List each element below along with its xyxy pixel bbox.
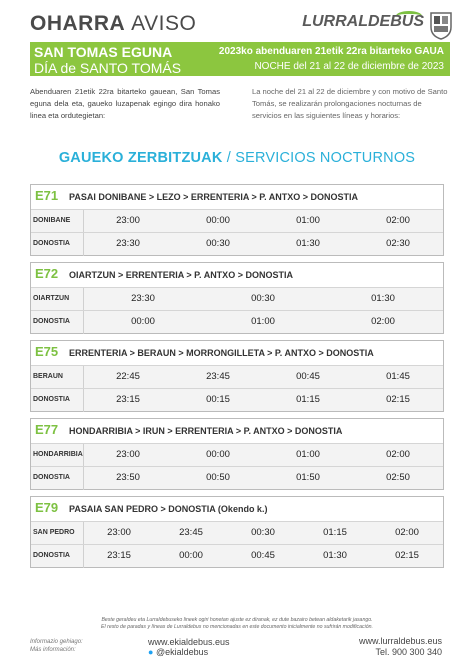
banner-title-eu: SAN TOMAS EGUNA <box>34 44 173 60</box>
column-divider <box>83 522 84 545</box>
departure-time: 01:30 <box>371 293 395 304</box>
departure-time: 23:45 <box>206 371 230 382</box>
banner-date-es: NOCHE del 21 al 22 de diciembre de 2023 <box>254 61 444 72</box>
route-path: PASAI DONIBANE > LEZO > ERRENTERIA > P. ANTXO > DONOSTIA <box>69 192 359 202</box>
footer-info-eu: Informazio gehiago: <box>30 639 83 645</box>
intro-text-es: La noche del 21 al 22 de diciembre y con motivo de Santo Tomás, se realizarán prolongaciones nocturnas de servicios en las siguientes líneas y horarios: <box>252 87 448 120</box>
departure-time: 22:45 <box>116 371 140 382</box>
departure-time: 02:50 <box>386 472 410 483</box>
header <box>30 8 450 40</box>
departure-time: 01:30 <box>323 550 347 561</box>
section-title-separator: / <box>222 150 236 166</box>
route-path: HONDARRIBIA > IRUN > ERRENTERIA > P. ANTXO > DONOSTIA <box>69 426 343 436</box>
notice-title-eu: OHARRA <box>30 12 126 35</box>
column-divider <box>83 467 84 490</box>
departure-time: 02:15 <box>395 550 419 561</box>
notice-title <box>30 12 196 36</box>
departure-time: 23:00 <box>116 215 140 226</box>
departure-time: 01:00 <box>251 316 275 327</box>
departure-time: 23:45 <box>179 527 203 538</box>
footer-twitter[interactable] <box>148 647 208 657</box>
departure-time: 00:30 <box>251 293 275 304</box>
footer-contact <box>359 636 442 658</box>
notice-title-es: AVISO <box>131 12 197 35</box>
stop-name: DONOSTIA <box>33 396 70 403</box>
footer-info-es: Más información: <box>30 647 76 653</box>
stop-name: HONDARRIBIA <box>33 451 83 458</box>
departure-time: 01:15 <box>323 527 347 538</box>
departure-time: 00:15 <box>206 394 230 405</box>
stop-name: DONIBANE <box>33 217 71 224</box>
footer-web-right-link[interactable]: www.lurraldebus.eus <box>358 636 442 646</box>
departure-time: 00:00 <box>131 316 155 327</box>
footer-info-label <box>30 638 83 654</box>
route-path: ERRENTERIA > BERAUN > MORRONGILLETA > P. ANTXO > DONOSTIA <box>69 348 374 358</box>
title-banner <box>30 42 450 76</box>
stop-name: OIARTZUN <box>33 295 70 302</box>
departure-time: 01:30 <box>296 238 320 249</box>
table-row <box>31 443 443 466</box>
route-header <box>31 185 443 209</box>
departure-time: 00:00 <box>179 550 203 561</box>
stop-name: DONOSTIA <box>33 240 70 247</box>
route-header <box>31 341 443 365</box>
departure-time: 00:30 <box>206 238 230 249</box>
route-code: E71 <box>35 188 59 203</box>
banner-title-es: DÍA de SANTO TOMÁS <box>34 60 182 76</box>
table-row <box>31 521 443 544</box>
section-title <box>0 150 474 166</box>
table-row <box>31 544 443 567</box>
departure-time: 23:15 <box>107 550 131 561</box>
footer-note <box>30 617 444 631</box>
stop-name: SAN PEDRO <box>33 529 75 536</box>
banner-date-eu: 2023ko abenduaren 21etik 22ra bitarteko GAUA <box>218 46 444 57</box>
route-code: E77 <box>35 422 59 437</box>
footer-web-link[interactable]: www.ekialdebus.eus <box>148 637 230 647</box>
departure-time: 23:00 <box>107 527 131 538</box>
departure-time: 01:00 <box>296 215 320 226</box>
route-header <box>31 497 443 521</box>
departure-time: 02:15 <box>386 394 410 405</box>
route-table-e77 <box>30 418 444 490</box>
footer-twitter-handle[interactable]: @ekialdebus <box>155 647 209 657</box>
departure-time: 00:30 <box>251 527 275 538</box>
column-divider <box>83 311 84 334</box>
departure-time: 23:15 <box>116 394 140 405</box>
intro-text-eu: Abenduaren 21etik 22ra bitarteko gauean, San Tomas eguna dela eta, gaueko luzapenak egingo dira honako linea eta ordutegietan: <box>30 87 220 120</box>
departure-time: 01:00 <box>296 449 320 460</box>
footer-note-es: El resto de paradas y líneas de Lurraldebus no mencionadas en este documento inicialmente no sufrirán modificación. <box>101 624 373 630</box>
departure-time: 02:00 <box>395 527 419 538</box>
departure-time: 23:30 <box>116 238 140 249</box>
route-code: E72 <box>35 266 59 281</box>
table-row <box>31 287 443 310</box>
route-code: E79 <box>35 500 59 515</box>
table-row <box>31 466 443 489</box>
departure-time: 00:50 <box>206 472 230 483</box>
departure-time: 23:00 <box>116 449 140 460</box>
departure-time: 02:00 <box>386 215 410 226</box>
column-divider <box>83 288 84 311</box>
stop-name: DONOSTIA <box>33 552 70 559</box>
table-row <box>31 209 443 232</box>
stop-name: DONOSTIA <box>33 318 70 325</box>
stop-name: BERAUN <box>33 373 63 380</box>
route-header <box>31 263 443 287</box>
logo-text: LURRALDEBUS <box>302 13 424 30</box>
table-row <box>31 388 443 411</box>
departure-time: 00:45 <box>251 550 275 561</box>
route-table-e72 <box>30 262 444 334</box>
table-row <box>31 310 443 333</box>
route-table-e71 <box>30 184 444 256</box>
departure-time: 01:45 <box>386 371 410 382</box>
table-row <box>31 365 443 388</box>
column-divider <box>83 545 84 568</box>
footer-phone[interactable]: Tel. 900 300 340 <box>375 647 442 657</box>
route-table-e75 <box>30 340 444 412</box>
route-table-e79 <box>30 496 444 568</box>
departure-time: 00:45 <box>296 371 320 382</box>
departure-time: 01:50 <box>296 472 320 483</box>
route-path: OIARTZUN > ERRENTERIA > P. ANTXO > DONOSTIA <box>69 270 293 280</box>
column-divider <box>83 389 84 412</box>
departure-time: 02:00 <box>386 449 410 460</box>
table-row <box>31 232 443 255</box>
departure-time: 01:15 <box>296 394 320 405</box>
departure-time: 02:00 <box>371 316 395 327</box>
section-title-eu: GAUEKO ZERBITZUAK <box>58 150 223 166</box>
footer-note-eu: Beste geraldeu eta Lurraldebuseko lineek ogiri honetan ajuste ez diranak, ez dute bazairo betean aldaketarik jasango. <box>101 617 373 623</box>
route-header <box>31 419 443 443</box>
departure-time: 23:50 <box>116 472 140 483</box>
twitter-icon: ● <box>148 647 154 657</box>
lurraldebus-logo <box>302 11 424 37</box>
departure-time: 02:30 <box>386 238 410 249</box>
gipuzkoa-shield-icon <box>428 10 454 40</box>
departure-time: 00:00 <box>206 449 230 460</box>
column-divider <box>83 366 84 389</box>
footer <box>30 634 444 664</box>
section-title-es: SERVICIOS NOCTURNOS <box>235 150 416 166</box>
departure-time: 00:00 <box>206 215 230 226</box>
departure-time: 23:30 <box>131 293 155 304</box>
stop-name: DONOSTIA <box>33 474 70 481</box>
column-divider <box>83 444 84 467</box>
route-code: E75 <box>35 344 59 359</box>
column-divider <box>83 233 84 256</box>
column-divider <box>83 210 84 233</box>
route-path: PASAIA SAN PEDRO > DONOSTIA (Okendo k.) <box>69 504 268 514</box>
